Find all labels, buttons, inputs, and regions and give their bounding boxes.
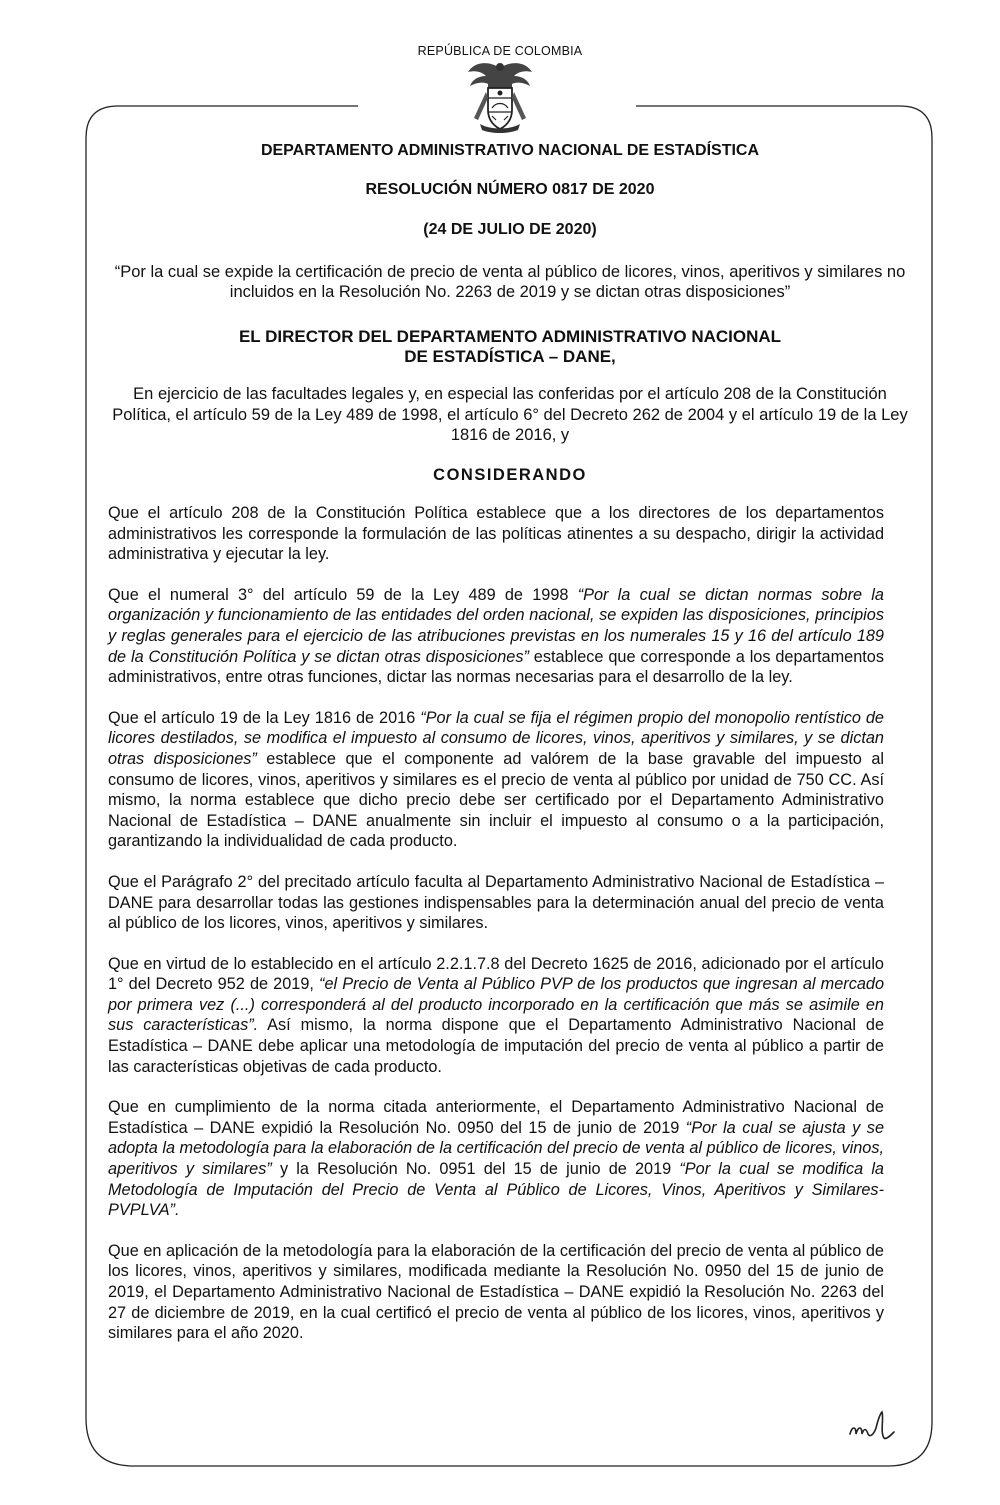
paragraph-5-quote: “el Precio de Venta al Público PVP de los productos que ingresan al mercado por primera vez (...) corresponderá al del producto incorporado en la certificación que más se asimile en sus características”. — [108, 975, 885, 1035]
paragraph-7: Que en aplicación de la metodología para la elaboración de la certificación del precio de venta al público de los licores, vinos, aperitivos y similares, modificada mediante la Resolución No. 0950 del 15 de junio de 2019, el Departamento Administrativo Nacional de Estadística – DANE expidió la Resolución No. 2263 del 27 de diciembre de 2019, en la cual certificó el precio de venta al público de los licores, vinos, aperitivos y similares para el año 2020. — [108, 1241, 884, 1343]
paragraph-6-text-a: Que en cumplimiento de la norma citada anteriormente, el Departamento Administrativo Nacional de Estadística – DANE expidió la Resolución No. 0950 del 15 de junio de 2019 — [108, 1098, 884, 1137]
paragraph-6 — [108, 1097, 884, 1221]
paragraph-6-quote-1: “Por la cual se ajusta y se adopta la metodología para la elaboración de la certificación del precio de venta al público de licores, vinos, aperitivos y similares” — [108, 1118, 884, 1179]
paragraph-4: Que el Parágrafo 2° del precitado artículo faculta al Departamento Administrativo Nacional de Estadística – DANE para desarrollar todas las gestiones indispensables para la determinación anual del precio de venta al público de los licores, vinos, aperitivos y similares. — [108, 872, 884, 933]
paragraph-1: Que el artículo 208 de la Constitución Política establece que a los directores de los departamentos administrativos les corresponde la formulación de las políticas atinentes a su despacho, dirigir la actividad administrativa y ejecutar la ley. — [108, 504, 884, 564]
paragraph-3 — [108, 708, 884, 852]
resolution-subject: “Por la cual se expide la certificación de precio de venta al público de licores, vinos, aperitivos y similares no incluidos en la Resolución No. 2263 de 2019 y se dictan otras disposiciones” — [114, 263, 906, 301]
director-line-2: DE ESTADÍSTICA – DANE, — [404, 347, 616, 366]
paragraph-6-text-c: y la Resolución No. 0951 del 15 de junio de 2019 — [271, 1160, 680, 1179]
paragraph-3-text-a: Que el artículo 19 de la Ley 1816 de 2016 — [108, 708, 421, 727]
paragraph-5-text-a: Que en virtud de lo establecido en el artículo 2.2.1.7.8 del Decreto 1625 de 2016, adicionado por el artículo 1° del Decreto 952 de 2019, — [108, 954, 884, 994]
paragraph-5-text-c: Así mismo, la norma dispone que el Departamento Administrativo Nacional de Estadística – DANE debe aplicar una metodología de imputación del precio de venta al público a partir de las características objetivas de cada producto. — [108, 1016, 884, 1076]
paragraph-2-quote: “Por la cual se dictan normas sobre la organización y funcionamiento de las entidades del orden nacional, se expiden las disposiciones, principios y reglas generales para el ejercicio de las atribuciones previstas en los numerales 15 y 16 del artículo 189 de la Constitución Política y se dictan otras disposiciones” — [108, 585, 884, 666]
paragraph-3-quote: “Por la cual se fija el régimen propio del monopolio rentístico de licores destilados, se modifica el impuesto al consumo de licores, vinos, aperitivos y similares, y se dictan otras disposiciones” — [108, 708, 884, 768]
resolution-number: RESOLUCIÓN NÚMERO 0817 DE 2020 — [365, 181, 655, 198]
paragraph-3-text-c: establece que el componente ad valórem de la base gravable del impuesto al consumo de licores, vinos, aperitivos y similares es el precio de venta al público por unidad de 750 CC. Así mismo, la norma establece que dicho precio debe ser certificado por el Departamento Administrativo Nacional de Estadística – DANE anualmente sin incluir el impuesto al consumo o a la participación, garantizando la individualidad de cada producto. — [108, 749, 884, 851]
legal-faculties-paragraph: En ejercicio de las facultades legales y, en especial las conferidas por el artículo 208 de la Constitución Política, el artículo 59 de la Ley 489 de 1998, el artículo 6° del Decreto 262 de 2004 y el artículo 19 de la Ley 1816 de 2016, y — [112, 385, 908, 444]
paragraph-5 — [108, 954, 884, 1078]
director-line-1: EL DIRECTOR DEL DEPARTAMENTO ADMINISTRATIVO NACIONAL — [238, 327, 782, 346]
republic-heading: REPÚBLICA DE COLOMBIA — [417, 44, 583, 58]
considerando-heading: CONSIDERANDO — [433, 466, 587, 484]
considerando-body — [108, 503, 884, 1364]
colombia-coat-of-arms-icon — [466, 58, 534, 134]
paragraph-2 — [108, 585, 884, 688]
department-title: DEPARTAMENTO ADMINISTRATIVO NACIONAL DE ESTADÍSTICA — [260, 142, 760, 159]
director-heading — [85, 327, 935, 367]
resolution-date: (24 DE JULIO DE 2020) — [423, 221, 597, 238]
paragraph-2-text-a: Que el numeral 3° del artículo 59 de la Ley 489 de 1998 — [108, 585, 578, 604]
handwritten-initials-icon — [846, 1408, 906, 1444]
paragraph-6-quote-2: “Por la cual se modifica la Metodología de Imputación del Precio de Venta al Público de Licores, Vinos, Aperitivos y Similares- PVPLVA”. — [108, 1160, 884, 1220]
paragraph-2-text-c: establece que corresponde a los departamentos administrativos, entre otras funciones, dictar las normas necesarias para el desarrollo de la ley. — [108, 647, 884, 687]
